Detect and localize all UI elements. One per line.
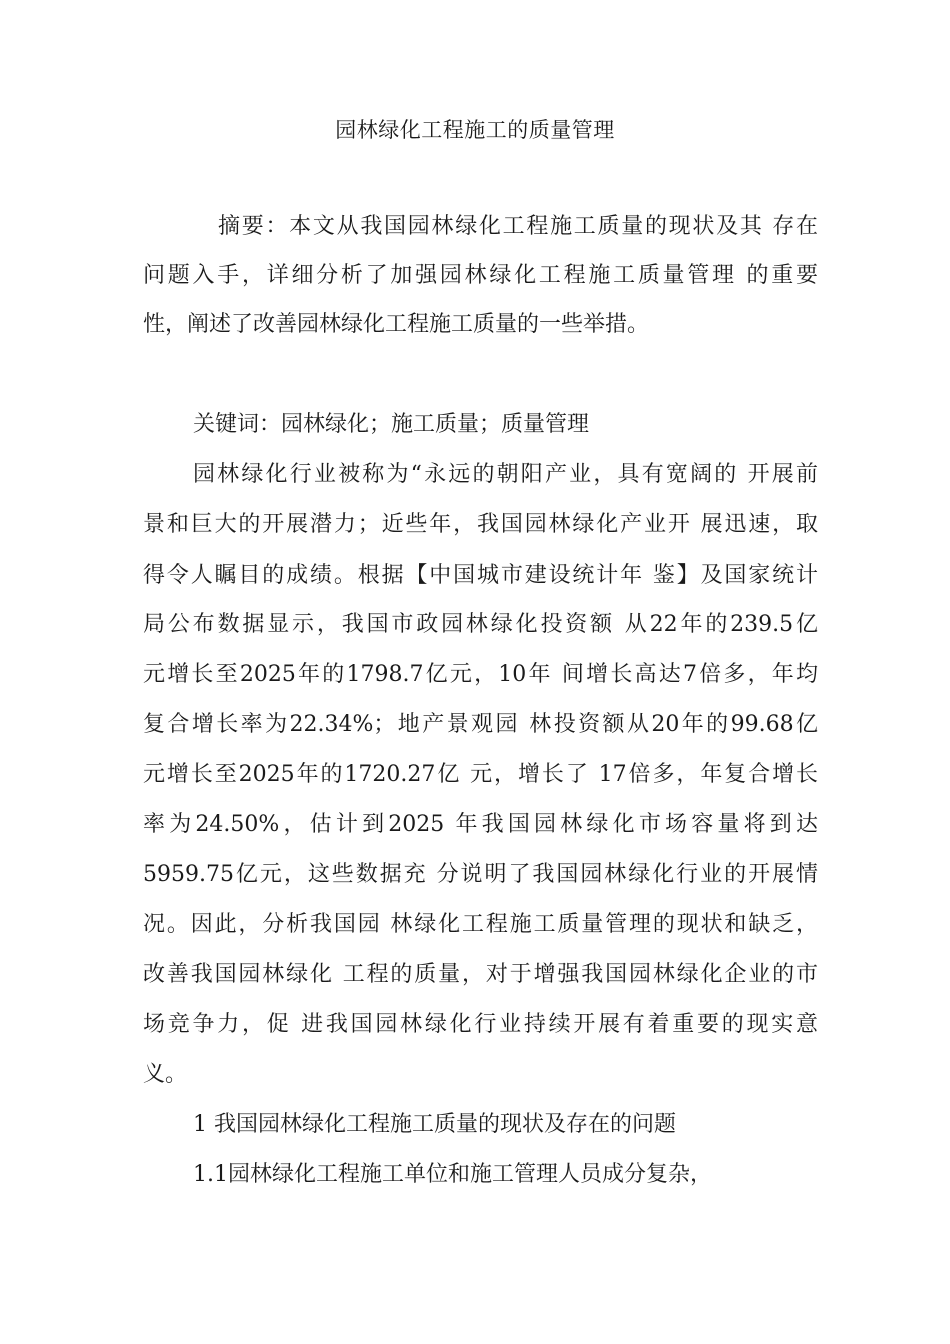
body-line: 园林绿化行业被称为“永远的朝阳产业，具有宽阔的 开展前 (193, 462, 818, 487)
body-line: 景和巨大的开展潜力；近些年，我国园林绿化产业开 展迅速，取 (143, 512, 818, 537)
body-line: 5959.75亿元，这些数据充 分说明了我国园林绿化行业的开展情 (143, 862, 818, 887)
abstract-line: 摘要：本文从我国园林绿化工程施工质量的现状及其 存在 (218, 214, 818, 239)
abstract-line: 问题入手，详细分析了加强园林绿化工程施工质量管理 的重要 (143, 263, 818, 288)
body-line: 元增长至2025年的1720.27亿 元，增长了 17倍多，年复合增长 (143, 762, 818, 787)
body-line: 得令人瞩目的成绩。根据【中国城市建设统计年 鉴】及国家统计 (143, 563, 818, 588)
abstract-line: 性，阐述了改善园林绿化工程施工质量的一些举措。 (143, 312, 650, 337)
keywords-line: 关键词：园林绿化；施工质量；质量管理 (193, 412, 590, 437)
body-line: 改善我国园林绿化 工程的质量，对于增强我国园林绿化企业的市 (143, 962, 818, 987)
subsection-heading: 1.1园林绿化工程施工单位和施工管理人员成分复杂， (193, 1162, 712, 1187)
document-title: 园林绿化工程施工的质量管理 (335, 118, 615, 142)
body-line: 复合增长率为22.34%；地产景观园 林投资额从20年的99.68亿 (143, 712, 818, 737)
body-line: 况。因此，分析我国园 林绿化工程施工质量管理的现状和缺乏， (143, 912, 818, 937)
section-heading: 1 我国园林绿化工程施工质量的现状及存在的问题 (193, 1112, 676, 1137)
body-line: 元增长至2025年的1798.7亿元，10年 间增长高达7倍多，年均 (143, 662, 818, 687)
body-line: 局公布数据显示，我国市政园林绿化投资额 从22年的239.5亿 (143, 612, 818, 637)
body-line: 场竞争力，促 进我国园林绿化行业持续开展有着重要的现实意 (143, 1012, 818, 1037)
body-line: 率为24.50%，估计到2025 年我国园林绿化市场容量将到达 (143, 812, 818, 837)
body-line: 义。 (143, 1062, 188, 1087)
